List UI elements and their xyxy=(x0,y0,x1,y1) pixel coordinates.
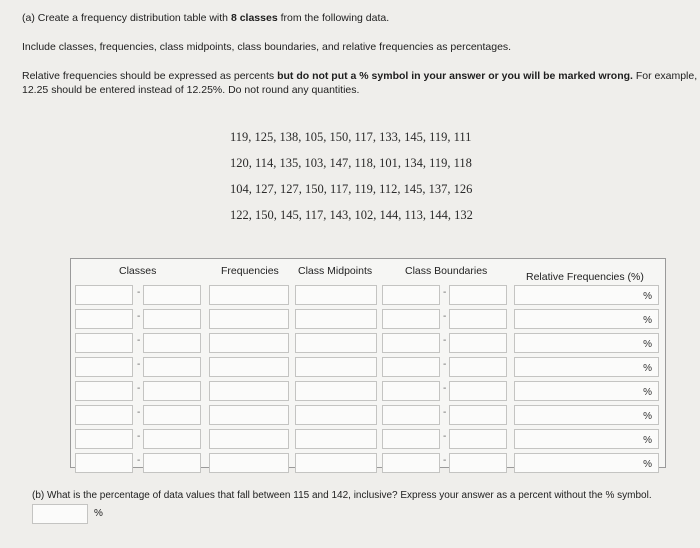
boundary-lower-input[interactable] xyxy=(382,309,440,329)
header-classes: Classes xyxy=(119,265,157,277)
relative-frequency-input[interactable] xyxy=(514,309,659,329)
data-row: 122, 150, 145, 117, 143, 102, 144, 113, 144, 132 xyxy=(230,208,473,222)
range-dash: - xyxy=(137,359,141,370)
percent-sign: % xyxy=(643,363,652,374)
boundary-lower-input[interactable] xyxy=(382,429,440,449)
frequency-input[interactable] xyxy=(209,381,289,401)
midpoint-input[interactable] xyxy=(295,429,377,449)
percent-sign: % xyxy=(643,339,652,350)
frequency-input[interactable] xyxy=(209,333,289,353)
frequency-input[interactable] xyxy=(209,405,289,425)
percent-sign: % xyxy=(643,315,652,326)
range-dash: - xyxy=(137,407,141,418)
midpoint-input[interactable] xyxy=(295,453,377,473)
class-lower-input[interactable] xyxy=(75,285,133,305)
percent-sign: % xyxy=(643,459,652,470)
data-row: 104, 127, 127, 150, 117, 119, 112, 145, 137, 126 xyxy=(230,182,473,196)
class-upper-input[interactable] xyxy=(143,381,201,401)
table-row xyxy=(71,355,665,379)
class-upper-input[interactable] xyxy=(143,309,201,329)
range-dash: - xyxy=(443,311,447,322)
midpoint-input[interactable] xyxy=(295,381,377,401)
class-lower-input[interactable] xyxy=(75,381,133,401)
table-row xyxy=(71,379,665,403)
boundary-lower-input[interactable] xyxy=(382,381,440,401)
range-dash: - xyxy=(137,335,141,346)
class-lower-input[interactable] xyxy=(75,453,133,473)
boundary-upper-input[interactable] xyxy=(449,309,507,329)
midpoint-input[interactable] xyxy=(295,405,377,425)
range-dash: - xyxy=(137,431,141,442)
relative-frequency-input[interactable] xyxy=(514,357,659,377)
class-lower-input[interactable] xyxy=(75,405,133,425)
class-lower-input[interactable] xyxy=(75,309,133,329)
range-dash: - xyxy=(137,287,141,298)
percent-sign: % xyxy=(643,435,652,446)
table-row xyxy=(71,427,665,451)
boundary-upper-input[interactable] xyxy=(449,357,507,377)
boundary-lower-input[interactable] xyxy=(382,357,440,377)
frequency-table xyxy=(70,258,666,468)
frequency-input[interactable] xyxy=(209,357,289,377)
boundary-upper-input[interactable] xyxy=(449,285,507,305)
range-dash: - xyxy=(443,287,447,298)
midpoint-input[interactable] xyxy=(295,309,377,329)
include-instruction: Include classes, frequencies, class midpoints, class boundaries, and relative frequencies as percentages. xyxy=(22,41,512,53)
frequency-input[interactable] xyxy=(209,453,289,473)
range-dash: - xyxy=(137,455,141,466)
percent-sign: % xyxy=(643,291,652,302)
class-upper-input[interactable] xyxy=(143,333,201,353)
range-dash: - xyxy=(443,383,447,394)
range-dash: - xyxy=(443,455,447,466)
class-upper-input[interactable] xyxy=(143,357,201,377)
relative-instruction-line1: Relative frequencies should be expressed as percents but do not put a % symbol in your answer or you will be marked wrong. For example, xyxy=(22,70,698,82)
relative-frequency-input[interactable] xyxy=(514,453,659,473)
relative-frequency-input[interactable] xyxy=(514,429,659,449)
class-lower-input[interactable] xyxy=(75,429,133,449)
midpoint-input[interactable] xyxy=(295,285,377,305)
data-row: 120, 114, 135, 103, 147, 118, 101, 134, 119, 118 xyxy=(230,156,472,170)
relative-frequency-input[interactable] xyxy=(514,405,659,425)
relative-instruction-line2: 12.25 should be entered instead of 12.25%. Do not round any quantities. xyxy=(22,84,360,96)
percent-sign: % xyxy=(643,387,652,398)
header-midpoints: Class Midpoints xyxy=(298,265,373,277)
class-upper-input[interactable] xyxy=(143,285,201,305)
part-a-instruction: (a) Create a frequency distribution table with 8 classes from the following data. xyxy=(22,12,390,24)
boundary-lower-input[interactable] xyxy=(382,285,440,305)
boundary-upper-input[interactable] xyxy=(449,429,507,449)
table-row xyxy=(71,283,665,307)
relative-frequency-input[interactable] xyxy=(514,333,659,353)
data-row: 119, 125, 138, 105, 150, 117, 133, 145, 119, 111 xyxy=(230,130,472,144)
boundary-lower-input[interactable] xyxy=(382,333,440,353)
boundary-upper-input[interactable] xyxy=(449,405,507,425)
percent-sign: % xyxy=(643,411,652,422)
boundary-upper-input[interactable] xyxy=(449,333,507,353)
midpoint-input[interactable] xyxy=(295,357,377,377)
class-lower-input[interactable] xyxy=(75,357,133,377)
boundary-upper-input[interactable] xyxy=(449,381,507,401)
part-b-answer-input[interactable] xyxy=(32,504,88,524)
relative-frequency-input[interactable] xyxy=(514,285,659,305)
relative-frequency-input[interactable] xyxy=(514,381,659,401)
class-upper-input[interactable] xyxy=(143,405,201,425)
midpoint-input[interactable] xyxy=(295,333,377,353)
table-row xyxy=(71,331,665,355)
part-b-percent-sign: % xyxy=(94,508,103,519)
table-row xyxy=(71,307,665,331)
boundary-lower-input[interactable] xyxy=(382,453,440,473)
range-dash: - xyxy=(137,311,141,322)
range-dash: - xyxy=(443,407,447,418)
range-dash: - xyxy=(443,431,447,442)
part-b-question: (b) What is the percentage of data values that fall between 115 and 142, inclusive? Express your answer as a percent without the % symbol. xyxy=(32,490,652,501)
data-values xyxy=(230,124,473,228)
header-relative: Relative Frequencies (%) xyxy=(526,271,644,283)
class-upper-input[interactable] xyxy=(143,429,201,449)
range-dash: - xyxy=(137,383,141,394)
boundary-upper-input[interactable] xyxy=(449,453,507,473)
boundary-lower-input[interactable] xyxy=(382,405,440,425)
table-row xyxy=(71,451,665,475)
frequency-input[interactable] xyxy=(209,309,289,329)
table-row xyxy=(71,403,665,427)
frequency-input[interactable] xyxy=(209,429,289,449)
frequency-input[interactable] xyxy=(209,285,289,305)
class-upper-input[interactable] xyxy=(143,453,201,473)
header-boundaries: Class Boundaries xyxy=(405,265,488,277)
range-dash: - xyxy=(443,359,447,370)
class-lower-input[interactable] xyxy=(75,333,133,353)
header-frequencies: Frequencies xyxy=(221,265,279,277)
range-dash: - xyxy=(443,335,447,346)
